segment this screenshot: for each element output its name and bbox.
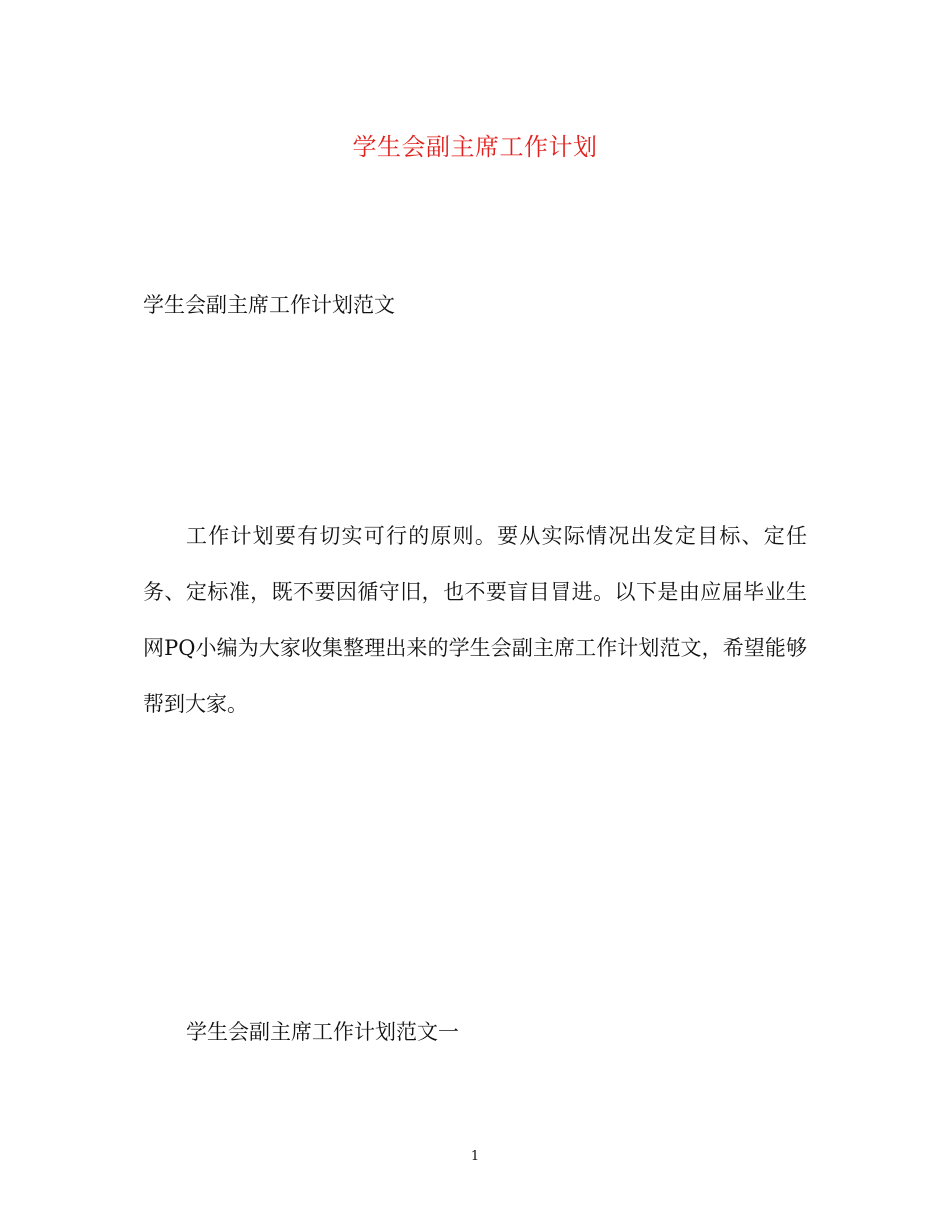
intro-paragraph: 工作计划要有切实可行的原则。要从实际情况出发定目标、定任务、定标准，既不要因循守旧，也不要盲目冒进。以下是由应届毕业生网PQ小编为大家收集整理出来的学生会副主席工作计划范文，希望能够帮到大家。 [143,524,807,716]
section-heading: 学生会副主席工作计划范文一 [186,1020,459,1044]
document-title: 学生会副主席工作计划 [352,133,598,161]
document-subtitle: 学生会副主席工作计划范文 [143,293,395,317]
page-number: 1 [470,1149,480,1164]
